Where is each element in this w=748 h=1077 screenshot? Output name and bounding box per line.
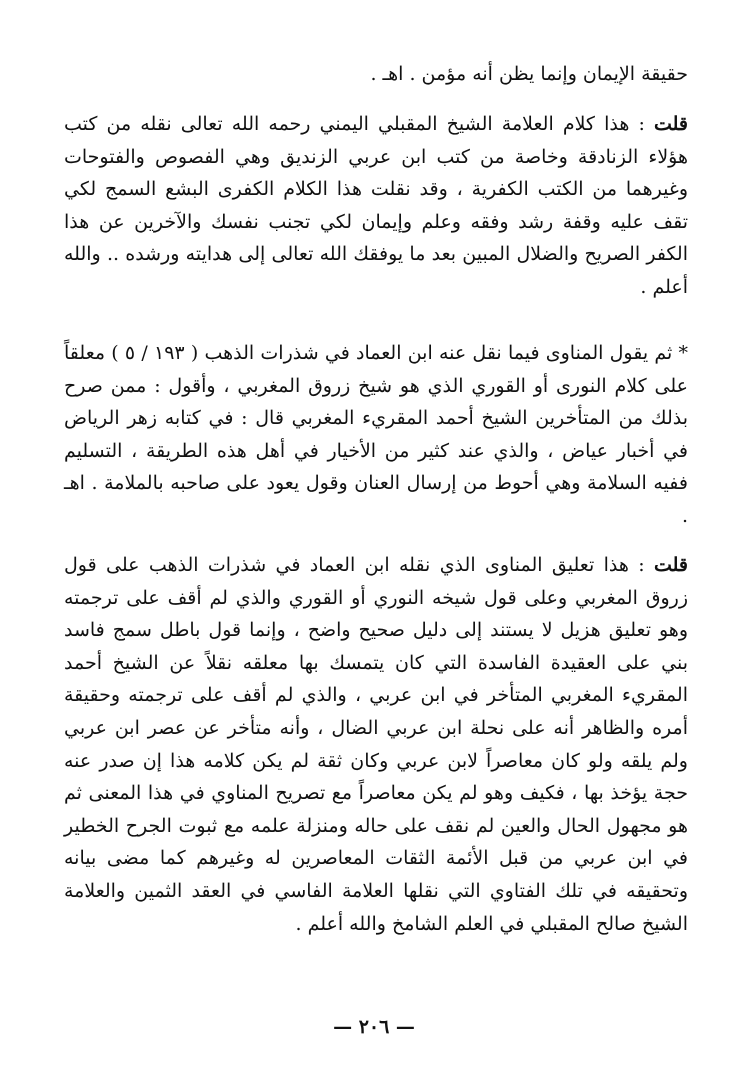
paragraph-text: حقيقة الإيمان وإنما يظن أنه مؤمن . اهـ . [370,63,688,85]
paragraph-text: : هذا تعليق المناوى الذي نقله ابن العماد في شذرات الذهب على قول زروق المغربي وعلى قول شيخه النوري أو القوري والذي لم أقف على ترجمته وهو تعليق هزيل لا يستند إلى دليل صحيح واضح ، وإنما قول باطل سمج فاسد بني على العقيدة الفاسدة التي كان يتمسك بها معلقه نقلاً عن الشيخ أحمد المقريء المغربي المتأخر في ابن عربي ، والذي لم أقف على ترجمته وحقيقة أمره والظاهر أنه على نحلة ابن عربي الضال ، وأنه متأخر عن عصر ابن عربي ولم يلقه ولو كان معاصراً لابن عربي وكان ثقة لم يكن كلامه هذا إن صدر عنه حجة يؤخذ بها ، فكيف وهو لم يكن معاصراً مع تصريح المناوي في هذا المعنى ثم هو مجهول الحال والعين لم نقف على حاله ومنزلة علمه مع ثبوت الجرح الخطير في ابن عربي من قبل الأئمة الثقات المعاصرين له وغيرهم كما مضى بيانه وتحقيقه في تلك الفتاوي التي نقلها العلامة الفاسي في العقد الثمين والعلامة الشيخ صالح المقبلي في العلم الشامخ والله أعلم . [64,554,688,935]
paragraph-text: * ثم يقول المناوى فيما نقل عنه ابن العماد في شذرات الذهب ( ١٩٣ / ٥ ) معلقاً على كلام النورى أو القوري الذي هو شيخ زروق المغربي ، وأقول : ممن صرح بذلك من المتأخرين الشيخ أحمد المقريء المغربي قال : في كتابه زهر الرياض في أخبار عياض ، والذي عند كثير من الأخيار في أهل هذه الطريقة ، التسليم ففيه السلامة وهي أحوط من إرسال العنان وقول يعود على صاحبه بالملامة . اهـ . [64,342,689,527]
paragraph-text: : هذا كلام العلامة الشيخ المقبلي اليمني رحمه الله تعالى نقله من كتب هؤلاء الزنادقة وخاصة من كتب ابن عربي الزنديق وهي الفصوص والفتوحات وغيرهما من الكتب الكفرية ، وقد نقلت هذا الكلام الكفرى البشع السمج لكي تقف عليه وقفة رشد وفقه وعلم وإيمان لكي تجنب نفسك والآخرين عن هذا الكفر الصريح والضلال المبين بعد ما يوفقك الله تعالى إلى هدايته ورشده .. والله أعلم . [64,113,688,298]
paragraph-lead: قلت [653,113,688,135]
paragraph-continuation [64,58,688,91]
paragraph-quote [64,337,688,533]
paragraph-comment-2 [64,549,688,940]
paragraph-comment-1 [64,108,688,304]
page-number: — ٢٠٦ — [333,1016,415,1038]
paragraph-lead: قلت [653,554,688,576]
